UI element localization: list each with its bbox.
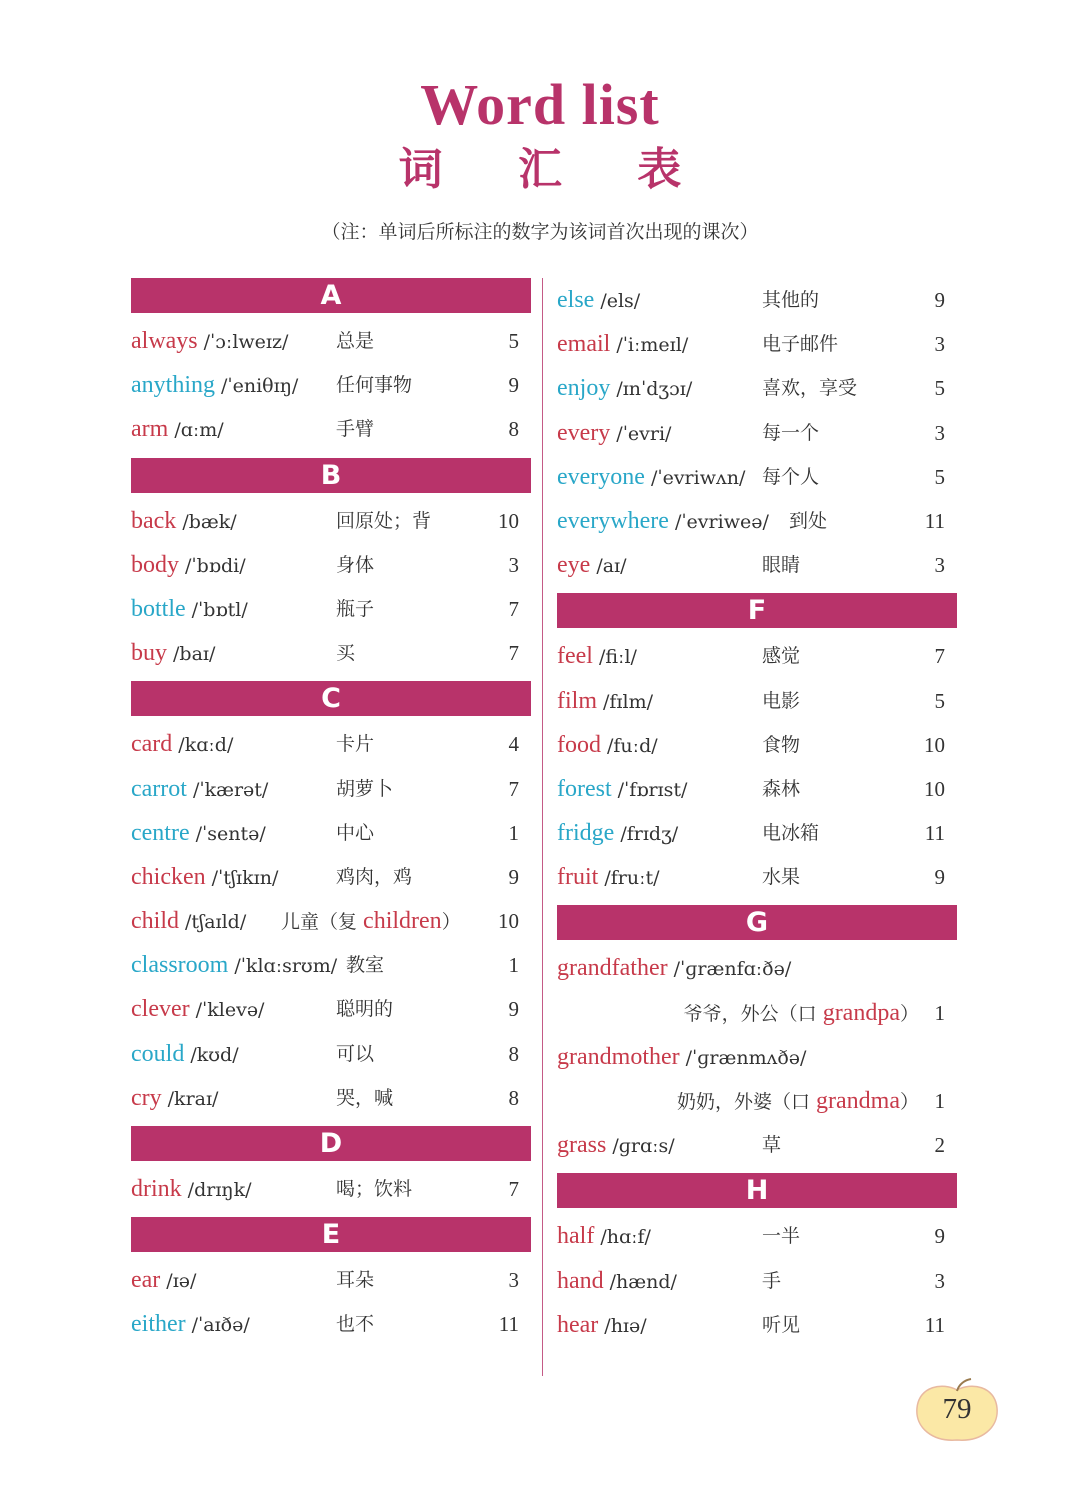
entry-phonetic: /ɪnˈdʒɔɪ/: [616, 378, 693, 401]
section-header-f: F: [557, 593, 957, 628]
entry-word: card /kɑːd/: [131, 731, 234, 758]
entry-phonetic: /ˈaɪðə/: [191, 1314, 250, 1337]
word-entry: [557, 1214, 957, 1258]
word-entry: [557, 1259, 957, 1303]
entry-word: feel /fiːl/: [557, 643, 637, 670]
section-header-d: D: [131, 1126, 531, 1161]
entry-lesson: 5: [508, 329, 519, 353]
entry-lesson: 4: [508, 732, 519, 757]
entry-meaning: 任何事物: [336, 374, 413, 397]
entry-phonetic: /ˈklɑːsrʊm/: [234, 955, 338, 978]
entry-lesson: 3: [934, 332, 945, 357]
entry-word: always /ˈɔːlweɪz/: [131, 328, 289, 354]
section-header-g: G: [557, 905, 957, 940]
entry-word: film /fɪlm/: [557, 687, 654, 714]
word-entry: [131, 363, 531, 407]
entry-lesson: 5: [934, 464, 945, 489]
word-entry: [557, 1035, 957, 1079]
entry-phonetic: /aɪ/: [596, 555, 627, 578]
entry-meaning: 鸡肉，鸡: [336, 865, 413, 888]
entry-lesson: 2: [934, 1133, 945, 1158]
entry-lesson: 7: [508, 1177, 519, 1201]
entry-word: grandfather /ˈɡrænfɑːðə/: [557, 955, 792, 982]
section-header-h: H: [557, 1173, 957, 1208]
entry-meaning: 感觉: [762, 645, 801, 668]
word-entry: [131, 855, 531, 899]
entry-meaning: 每一个: [762, 421, 820, 444]
word-entry: [131, 1302, 531, 1346]
entry-meaning: 回原处；背: [336, 509, 432, 532]
entry-meaning: 眼睛: [762, 554, 801, 577]
entry-word: grandmother /ˈɡrænmʌðə/: [557, 1043, 807, 1070]
entry-word: arm /ɑːm/: [131, 416, 224, 443]
entry-meaning: 胡萝卜: [336, 777, 394, 800]
entry-phonetic: /ˈiːmeɪl/: [616, 334, 689, 357]
entry-phonetic: /ˈsentə/: [195, 822, 266, 845]
entry-word: anything /ˈeniθɪŋ/: [131, 372, 299, 399]
entry-meaning: 其他的: [762, 289, 820, 311]
entry-meaning: 喜欢，享受: [762, 377, 858, 400]
word-entry: [131, 1032, 531, 1076]
entry-phonetic: /els/: [600, 290, 641, 312]
word-entry: [557, 767, 957, 811]
entry-lesson: 9: [508, 864, 519, 889]
entry-meaning: 水果: [762, 866, 801, 889]
entry-lesson: 10: [924, 776, 945, 801]
entry-lesson: 1: [934, 1000, 945, 1025]
column-divider: [542, 278, 543, 1376]
entry-word: enjoy /ɪnˈdʒɔɪ/: [557, 375, 693, 402]
entry-word: cry /kraɪ/: [131, 1084, 219, 1111]
entry-word: every /ˈevri/: [557, 419, 672, 446]
entry-lesson: 5: [934, 376, 945, 401]
entry-word: body /ˈbɒdi/: [131, 551, 246, 578]
entry-meaning: 买: [336, 642, 356, 665]
entry-word: everyone /ˈevriwʌn/: [557, 463, 746, 490]
entry-lesson: 11: [924, 821, 945, 846]
entry-phonetic: /ˈfɒrɪst/: [617, 778, 688, 801]
word-entry: [131, 1258, 531, 1302]
entry-phonetic: /ˈklevə/: [195, 999, 265, 1022]
word-entry: [557, 679, 957, 723]
word-entry: [557, 855, 957, 899]
entry-lesson: 7: [934, 644, 945, 669]
entry-lesson: 7: [508, 596, 519, 621]
word-entry: [557, 811, 957, 855]
section-header-b: B: [131, 458, 531, 493]
entry-lesson: 10: [498, 909, 519, 934]
entry-meaning: 爷爷，外公（口 grandpa）: [683, 999, 919, 1026]
entry-meaning: 奶奶，外婆（口 grandma）: [676, 1088, 919, 1114]
page-number: 79: [942, 1393, 972, 1425]
entry-lesson: 9: [508, 373, 519, 398]
entry-word: bottle /ˈbɒtl/: [131, 595, 248, 622]
entry-lesson: 1: [508, 820, 519, 845]
word-entry: [557, 411, 957, 455]
entry-meaning: 手臂: [336, 418, 375, 441]
word-entry: [131, 319, 531, 363]
entry-phonetic: /ˈɡrænmʌðə/: [685, 1046, 807, 1069]
entry-word: classroom /ˈklɑːsrʊm/: [131, 952, 338, 979]
word-entry: [557, 723, 957, 767]
entry-lesson: 3: [934, 420, 945, 445]
word-entry: [131, 631, 531, 675]
word-entry: [131, 811, 531, 855]
entry-lesson: 10: [498, 508, 519, 533]
entry-meaning: 电冰箱: [762, 822, 820, 845]
word-entry: [131, 987, 531, 1031]
entry-lesson: 11: [924, 1312, 945, 1337]
entry-word: eye /aɪ/: [557, 552, 627, 579]
entry-phonetic: /hɑːf/: [600, 1226, 651, 1249]
entry-word: child /tʃaɪld/: [131, 908, 247, 935]
entry-lesson: 9: [508, 997, 519, 1022]
entry-lesson: 11: [924, 508, 945, 533]
entry-meaning: 也不: [336, 1313, 375, 1336]
word-entry: [557, 634, 957, 678]
entry-word: half /hɑːf/: [557, 1223, 651, 1250]
entry-word: email /ˈiːmeɪl/: [557, 331, 689, 358]
word-entry-continuation: [557, 1079, 957, 1123]
word-entry: [557, 366, 957, 410]
entry-word: back /bæk/: [131, 507, 237, 534]
entry-lesson: 11: [498, 1312, 519, 1337]
word-entry: [557, 455, 957, 499]
entry-meaning: 耳朵: [336, 1269, 375, 1292]
entry-lesson: 1: [934, 1089, 945, 1113]
entry-phonetic: /kʊd/: [190, 1043, 239, 1066]
entry-word: clever /ˈklevə/: [131, 996, 265, 1023]
word-entry: [131, 899, 531, 943]
word-entry: [557, 278, 957, 322]
entry-phonetic: /fuːd/: [607, 734, 658, 757]
entry-lesson: 3: [508, 1268, 519, 1293]
word-entry: [557, 946, 957, 990]
entry-meaning: 电影: [762, 689, 801, 712]
entry-meaning: 草: [762, 1134, 782, 1157]
word-entry: [131, 722, 531, 766]
entry-phonetic: /ˈtʃɪkɪn/: [211, 866, 279, 889]
entry-lesson: 3: [934, 1268, 945, 1293]
entry-phonetic: /ˈevriwʌn/: [650, 466, 746, 489]
entry-meaning: 每个人: [762, 465, 820, 488]
entry-meaning: 手: [762, 1269, 782, 1292]
entry-word: fridge /frɪdʒ/: [557, 820, 679, 847]
entry-phonetic: /ɪə/: [166, 1270, 197, 1293]
entry-phonetic: /ɡrɑːs/: [612, 1135, 675, 1158]
entry-phonetic: /fɪlm/: [603, 690, 654, 713]
entry-phonetic: /ˈɡrænfɑːðə/: [673, 958, 792, 981]
entry-phonetic: /fruːt/: [604, 867, 660, 890]
entry-phonetic: /ˈbɒdi/: [185, 554, 246, 577]
entry-meaning: 身体: [336, 553, 375, 576]
lesson-note: （注：单词后所标注的数字为该词首次出现的课次）: [321, 221, 759, 243]
entry-lesson: 8: [508, 1085, 519, 1110]
entry-lesson: 3: [934, 553, 945, 578]
entry-meaning: 可以: [336, 1042, 375, 1065]
word-list-left-column: [131, 278, 531, 1347]
entry-word: fruit /fruːt/: [557, 864, 660, 891]
entry-meaning: 森林: [762, 777, 801, 800]
entry-word: hand /hænd/: [557, 1267, 677, 1294]
entry-meaning: 电子邮件: [762, 333, 839, 356]
entry-meaning: 瓶子: [336, 597, 375, 620]
entry-phonetic: /ˈbɒtl/: [191, 598, 248, 621]
word-entry: [131, 767, 531, 811]
entry-phonetic: /baɪ/: [173, 643, 216, 666]
section-header-e: E: [131, 1217, 531, 1252]
word-entry: [131, 943, 531, 987]
entry-lesson: 9: [934, 1224, 945, 1249]
entry-meaning: 中心: [336, 821, 375, 844]
entry-word: centre /ˈsentə/: [131, 819, 266, 846]
word-entry: [557, 543, 957, 587]
entry-phonetic: /ˈeniθɪŋ/: [221, 375, 299, 398]
entry-phonetic: /ˈɔːlweɪz/: [203, 331, 289, 353]
entry-lesson: 9: [934, 288, 945, 312]
entry-word: either /ˈaɪðə/: [131, 1311, 250, 1338]
entry-phonetic: /tʃaɪld/: [185, 911, 247, 934]
entry-word: forest /ˈfɒrɪst/: [557, 775, 688, 802]
entry-word: everywhere /ˈevriweə/: [557, 507, 769, 534]
entry-word: could /kʊd/: [131, 1040, 239, 1067]
entry-phonetic: /fiːl/: [598, 646, 637, 669]
entry-phonetic: /drɪŋk/: [187, 1179, 252, 1201]
entry-meaning: 儿童（复 children）: [281, 908, 461, 935]
entry-lesson: 7: [508, 776, 519, 801]
entry-lesson: 5: [934, 688, 945, 713]
word-entry: [131, 1076, 531, 1120]
entry-meaning: 教室: [346, 954, 385, 977]
entry-meaning: 听见: [762, 1313, 801, 1336]
word-entry: [131, 407, 531, 451]
word-entry-continuation: [557, 991, 957, 1035]
entry-word: food /fuːd/: [557, 731, 658, 758]
word-entry: [557, 1303, 957, 1347]
entry-meaning: 喝；饮料: [336, 1178, 413, 1200]
entry-word: drink /drɪŋk/: [131, 1176, 252, 1202]
word-entry: [131, 499, 531, 543]
entry-word: carrot /ˈkærət/: [131, 775, 269, 802]
page-title: Word list: [420, 72, 660, 137]
entry-phonetic: /ɑːm/: [174, 419, 224, 442]
entry-meaning: 食物: [762, 733, 801, 756]
entry-meaning: 到处: [789, 509, 828, 532]
entry-lesson: 7: [508, 641, 519, 666]
word-entry: [131, 1167, 531, 1211]
entry-phonetic: /ˈkærət/: [192, 778, 269, 801]
entry-meaning: 卡片: [336, 733, 375, 756]
word-entry: [557, 499, 957, 543]
section-header-a: A: [131, 278, 531, 313]
entry-phonetic: /frɪdʒ/: [620, 823, 679, 846]
entry-phonetic: /hænd/: [609, 1270, 677, 1293]
section-header-c: C: [131, 681, 531, 716]
entry-phonetic: /hɪə/: [604, 1314, 647, 1337]
entry-word: buy /baɪ/: [131, 640, 216, 667]
entry-phonetic: /ˈevri/: [616, 422, 672, 445]
entry-lesson: 1: [508, 953, 519, 978]
word-entry: [131, 587, 531, 631]
entry-lesson: 8: [508, 417, 519, 442]
entry-phonetic: /kɑːd/: [178, 734, 234, 757]
entry-meaning: 哭，喊: [336, 1086, 394, 1109]
entry-word: ear /ɪə/: [131, 1267, 197, 1294]
word-entry: [557, 1123, 957, 1167]
entry-lesson: 3: [508, 552, 519, 577]
entry-word: hear /hɪə/: [557, 1311, 647, 1338]
entry-phonetic: /ˈevriweə/: [674, 510, 769, 533]
entry-lesson: 10: [924, 732, 945, 757]
entry-meaning: 总是: [336, 330, 375, 352]
word-list-right-column: [557, 278, 957, 1347]
entry-phonetic: /bæk/: [182, 510, 237, 533]
word-entry: [557, 322, 957, 366]
entry-lesson: 9: [934, 865, 945, 890]
page-subtitle: 词 汇 表: [398, 144, 712, 195]
entry-word: chicken /ˈtʃɪkɪn/: [131, 863, 279, 890]
entry-meaning: 一半: [762, 1225, 801, 1248]
entry-meaning: 聪明的: [336, 998, 394, 1021]
entry-phonetic: /kraɪ/: [167, 1087, 219, 1110]
entry-word: else /els/: [557, 287, 641, 313]
word-entry: [131, 543, 531, 587]
entry-lesson: 8: [508, 1041, 519, 1066]
entry-word: grass /ɡrɑːs/: [557, 1132, 675, 1159]
